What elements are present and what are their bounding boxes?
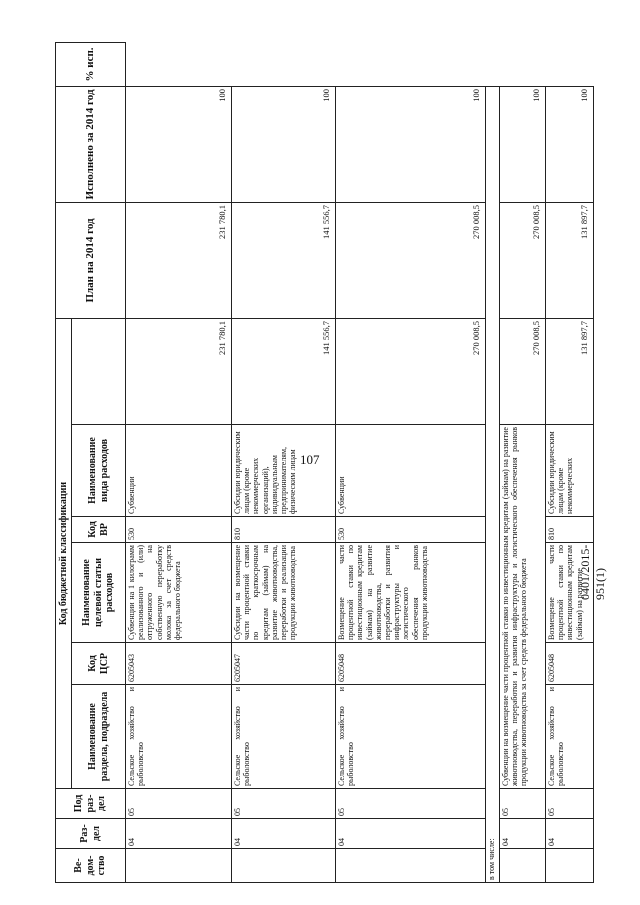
cell-executed: 141 556,7 <box>232 202 336 318</box>
cell-ved <box>336 849 486 883</box>
cell-executed: 270 008,5 <box>336 202 486 318</box>
header-vr: Код ВР <box>72 517 126 543</box>
cell-ved <box>126 849 232 883</box>
cell-razdel: 04 <box>500 819 546 849</box>
cell-executed: 270 008,5 <box>500 202 546 318</box>
cell-razdel-name: Сельское хозяйство и рыболовство <box>232 685 336 789</box>
table-row <box>546 42 594 882</box>
page-number: 107 <box>300 452 320 467</box>
cell-csr: 6205047 <box>232 643 336 685</box>
cell-ved <box>500 849 546 883</box>
cell-razdel-name: Сельское хозяйство и рыболовство <box>336 685 486 789</box>
cell-podrazdel: 05 <box>546 789 594 819</box>
cell-percent: 100 <box>232 86 336 202</box>
in-that-number-label: в том числе: <box>486 86 500 882</box>
header-percent: % исп. <box>56 42 126 86</box>
cell-percent: 100 <box>126 86 232 202</box>
budget-table <box>55 42 594 883</box>
rotated-table-block <box>55 43 590 883</box>
cell-razdel-name: Сельское хозяйство и рыболовство <box>126 685 232 789</box>
cell-razdel-name: Сельское хозяйство и рыболовство <box>546 685 594 789</box>
cell-razdel: 04 <box>546 819 594 849</box>
header-csr-name: Наименование целевой статьи расходов <box>72 543 126 643</box>
cell-executed: 231 780,1 <box>126 202 232 318</box>
header-executed: Исполнено за 2014 год <box>56 86 126 202</box>
cell-percent: 100 <box>546 86 594 202</box>
cell-percent: 100 <box>336 86 486 202</box>
header-podrazdel: Под раз-дел <box>56 789 126 819</box>
cell-plan: 270 008,5 <box>336 318 486 424</box>
cell-ved <box>232 849 336 883</box>
in-that-number-row <box>486 42 500 882</box>
cell-podrazdel: 05 <box>126 789 232 819</box>
cell-plan: 270 008,5 <box>500 318 546 424</box>
header-plan: План на 2014 год <box>56 202 126 318</box>
cell-csr-name: Возмещение части процентной ставки по инвестиционным кредитам (займам) на развитие животноводства, переработки и развития инфраструктуры и логистического обеспечения рынков продукции животноводства <box>336 543 486 643</box>
cell-vr: 530 <box>336 517 486 543</box>
cell-csr: 6205048 <box>546 643 594 685</box>
cell-vr: 810 <box>546 517 594 543</box>
subtotal-text: Субвенции на возмещение части процентной ставки по инвестиционным кредитам (займам) на развитие животноводства, переработки и развития инфраструктуры и логистического обеспечения рынков продукции животноводства за счет средств федерального бюджета <box>500 425 546 789</box>
subtotal-row <box>500 42 546 882</box>
cell-vr-name: Субсидии юридическим лицам (кроме некоммерческих <box>546 425 594 517</box>
cell-razdel: 04 <box>336 819 486 849</box>
cell-executed: 131 897,7 <box>546 202 594 318</box>
header-code-group: Код бюджетной классификации <box>56 318 72 788</box>
cell-plan: 141 556,7 <box>232 318 336 424</box>
table-row <box>336 42 486 882</box>
cell-vr-name: Субсидии юридическим лицам (кроме некоммерческих организаций), индивидуальным предпринимателям, физическим лицам <box>232 425 336 517</box>
cell-vr-name: Субвенции <box>126 425 232 517</box>
cell-vr: 810 <box>232 517 336 543</box>
cell-csr-name: Субвенции на 1 килограмм реализованного и (или) отгруженного на собственную переработку молока за счет средств федерального бюджета <box>126 543 232 643</box>
cell-percent: 100 <box>500 86 546 202</box>
header-razdel-name: Наименование раздела, подраздела <box>72 685 126 789</box>
cell-razdel: 04 <box>126 819 232 849</box>
table-row <box>232 42 336 882</box>
table-row <box>126 42 232 882</box>
cell-csr: 6205043 <box>126 643 232 685</box>
doc-code: 0401/2015-951(1) <box>578 544 607 600</box>
cell-csr-name: Субсидии на возмещение части процентной ставки по краткосрочным кредитам (займам) на развитие животноводства, переработки и реализации продукции животноводства <box>232 543 336 643</box>
cell-vr-name: Субвенции <box>336 425 486 517</box>
cell-razdel: 04 <box>232 819 336 849</box>
header-csr: Код ЦСР <box>72 643 126 685</box>
cell-podrazdel: 05 <box>232 789 336 819</box>
cell-ved <box>546 849 594 883</box>
cell-csr-name: Возмещение части процентной ставки по инвестиционным кредитам (займам) на развитие <box>546 543 594 643</box>
cell-podrazdel: 05 <box>500 789 546 819</box>
cell-plan: 131 897,7 <box>546 318 594 424</box>
cell-podrazdel: 05 <box>336 789 486 819</box>
header-razdel: Раз-дел <box>56 819 126 849</box>
cell-plan: 231 780,1 <box>126 318 232 424</box>
cell-csr: 6205048 <box>336 643 486 685</box>
header-vedomstvo: Ве-дом-ство <box>56 849 126 883</box>
cell-vr: 530 <box>126 517 232 543</box>
header-vr-name: Наименование вида расходов <box>72 425 126 517</box>
